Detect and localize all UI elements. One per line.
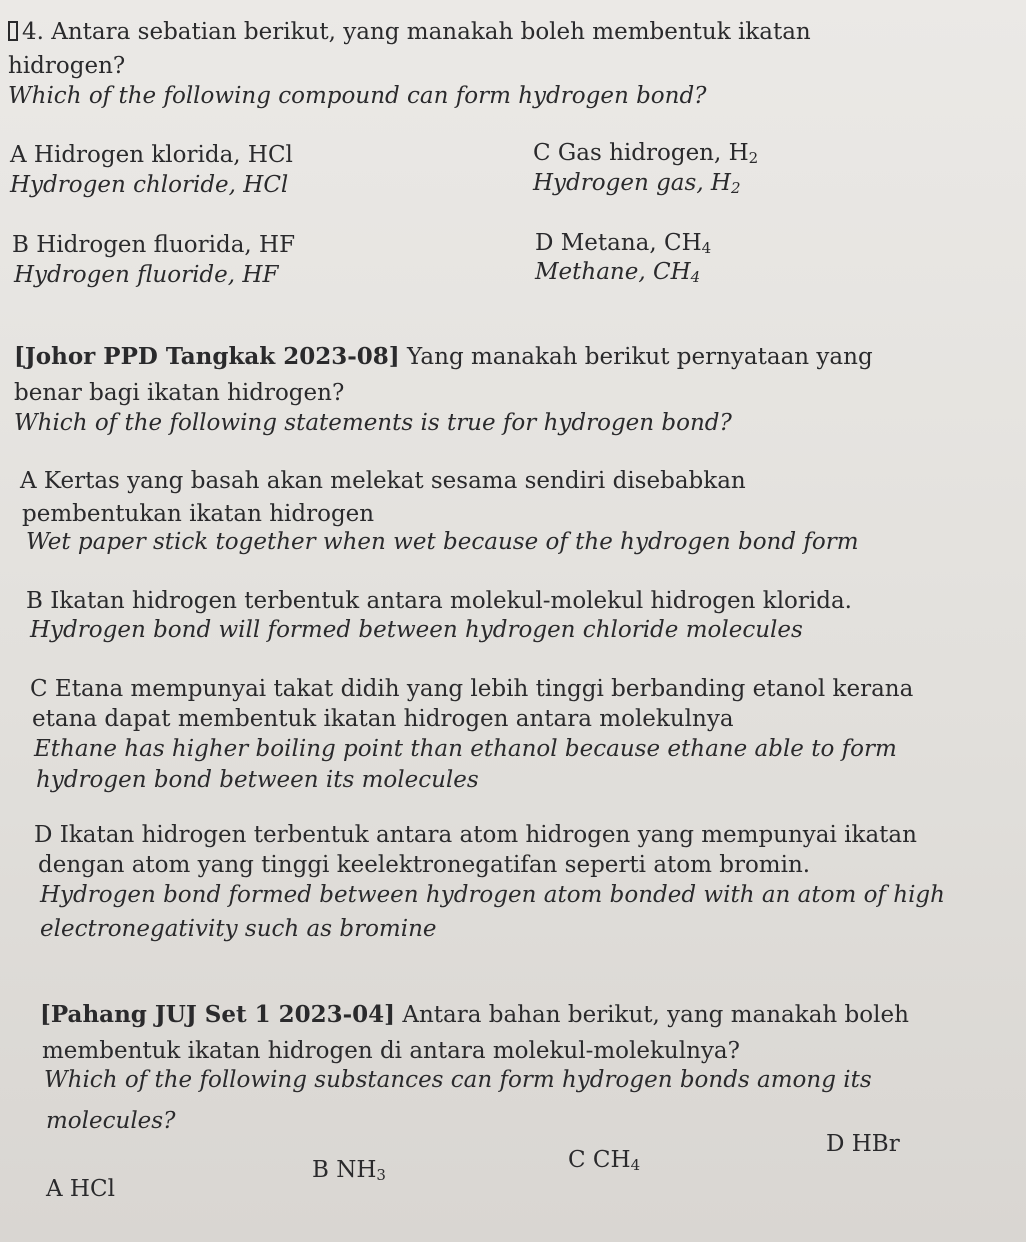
q2-option-c-2: etana dapat membentuk ikatan hidrogen antara molekulnya [32,706,734,732]
q2-option-c-3: Ethane has higher boiling point than ethanol because ethane able to form [34,736,897,762]
q1-option-b-ms: B Hidrogen fluorida, HF [12,232,296,258]
q3-english-2: molecules? [46,1108,176,1134]
q1-option-c-ms: C Gas hidrogen, $H_2$ [533,140,759,167]
q3-option-b: B $NH_3$ [312,1157,386,1184]
q3-english-1: Which of the following substances can form hydrogen bonds among its [44,1067,872,1093]
q2-option-c-4: hydrogen bond between its molecules [36,767,479,793]
q3-option-a: A HCl [46,1176,115,1202]
q2-option-a-3: Wet paper stick together when wet because of the hydrogen bond form [26,529,859,555]
q1-line2: hidrogen? [8,53,126,79]
q2-option-a-2: pembentukan ikatan hidrogen [22,501,375,527]
q2-option-d-1: D Ikatan hidrogen terbentuk antara atom hidrogen yang mempunyai ikatan [34,822,917,848]
q2-source: [Johor PPD Tangkak 2023-08] [14,343,400,370]
q2-line1: [Johor PPD Tangkak 2023-08] Yang manakah berikut pernyataan yang [14,343,873,370]
q2-option-a-1: A Kertas yang basah akan melekat sesama sendiri disebabkan [20,468,746,494]
q2-option-c-1: C Etana mempunyai takat didih yang lebih tinggi berbanding etanol kerana [30,676,914,702]
q2-option-b-1: B Ikatan hidrogen terbentuk antara molekul-molekul hidrogen klorida. [26,588,852,614]
checkbox-glyph-icon [8,21,18,41]
q3-source: [Pahang JUJ Set 1 2023-04] [40,1001,396,1028]
q1-line1: 4. Antara sebatian berikut, yang manakah boleh membentuk ikatan [8,18,811,46]
q1-option-d-en: Methane, $CH_4$ [535,259,701,286]
q2-english: Which of the following statements is true for hydrogen bond? [14,410,732,436]
q3-line2: membentuk ikatan hidrogen di antara molekul-molekulnya? [42,1038,740,1064]
q2-option-d-2: dengan atom yang tinggi keelektronegatifan seperti atom bromin. [38,852,811,878]
q1-option-a-ms: A Hidrogen klorida, HCl [10,142,293,168]
q2-option-b-2: Hydrogen bond will formed between hydrogen chloride molecules [30,617,803,643]
q3-option-d: D HBr [826,1131,900,1157]
q2-option-d-4: electronegativity such as bromine [40,916,437,942]
q2-line2: benar bagi ikatan hidrogen? [14,380,345,406]
q1-option-b-en: Hydrogen fluoride, HF [14,262,279,288]
q3-option-c: C $CH_4$ [568,1147,641,1174]
q1-option-d-ms: D Metana, $CH_4$ [535,230,712,257]
q3-line1: [Pahang JUJ Set 1 2023-04] Antara bahan berikut, yang manakah boleh [40,1001,909,1028]
q1-option-c-en: Hydrogen gas, $H_2$ [533,170,741,197]
q1-option-a-en: Hydrogen chloride, HCl [10,172,289,198]
q1-english: Which of the following compound can form hydrogen bond? [8,83,707,109]
q2-option-d-3: Hydrogen bond formed between hydrogen atom bonded with an atom of high [40,882,945,908]
